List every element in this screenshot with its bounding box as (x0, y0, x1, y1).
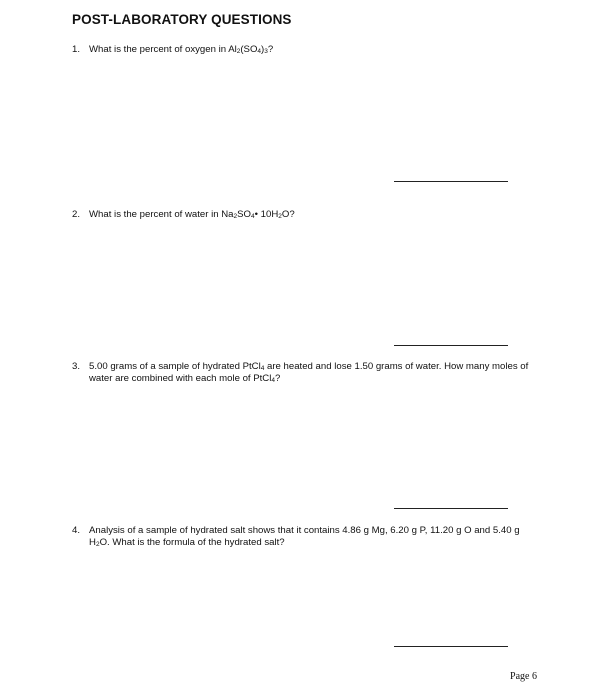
answer-line-1[interactable] (394, 181, 508, 182)
answer-line-3[interactable] (394, 508, 508, 509)
question-text: Analysis of a sample of hydrated salt shows that it contains 4.86 g Mg, 6.20 g P, 11.20 g O and 5.40 g $H_2O$. What is the formula of the hydrated salt? (89, 525, 520, 548)
page-number: Page 6 (510, 671, 537, 682)
page-title: POST-LABORATORY QUESTIONS (72, 12, 292, 27)
question-number: 3. (72, 361, 81, 372)
question-3 (72, 361, 542, 385)
question-number: 4. (72, 525, 81, 536)
question-text: What is the percent of water in $Na_2SO_4•$ $10H_2O$? (89, 209, 295, 220)
question-1 (72, 44, 542, 56)
answer-line-4[interactable] (394, 646, 508, 647)
answer-line-2[interactable] (394, 345, 508, 346)
question-2 (72, 209, 542, 221)
question-number: 1. (72, 44, 81, 55)
question-text: What is the percent of oxygen in $Al_2(SO_4)_3$? (89, 44, 274, 55)
question-text: 5.00 grams of a sample of hydrated PtCl$_4$ are heated and lose 1.50 grams of water. How many moles of water are combined with each mole of PtCl$_4$? (89, 361, 529, 384)
question-number: 2. (72, 209, 81, 220)
question-4 (72, 525, 542, 549)
